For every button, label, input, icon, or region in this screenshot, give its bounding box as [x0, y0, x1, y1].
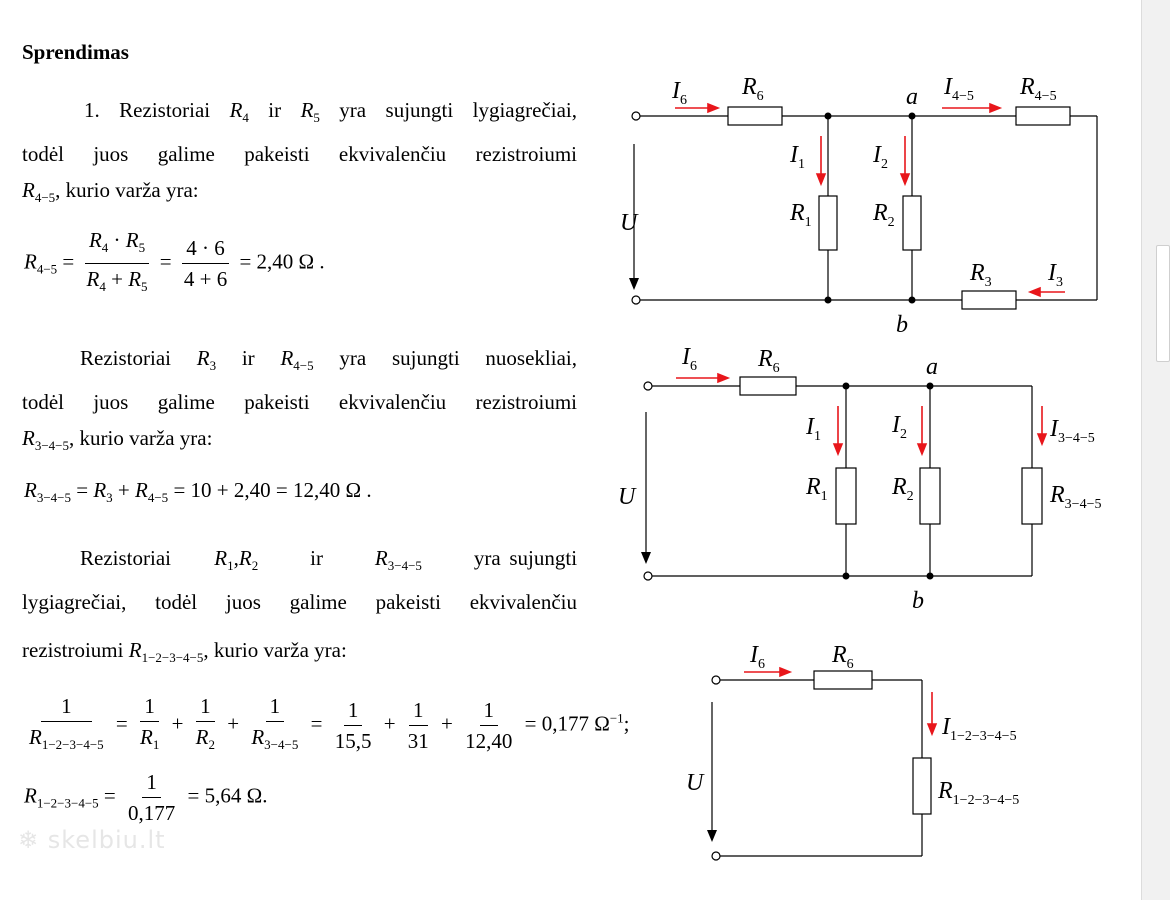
formula-result: = 2,40 Ω . — [239, 249, 325, 274]
node-b-label: b — [896, 312, 908, 338]
circuit-diagram-3 — [680, 630, 1080, 870]
fraction-denominator: 0,177 — [128, 801, 176, 825]
text: 1. Rezistoriai — [84, 98, 230, 122]
svg-text:I2: $I_2$ — [892, 412, 907, 442]
text: Rezistoriai — [80, 346, 197, 370]
voltage-label: U — [618, 484, 636, 510]
svg-text:R6: $R_6$ — [758, 346, 780, 376]
fraction-numerator: 4 · 6 — [182, 236, 229, 264]
node-a-label: a — [926, 354, 938, 380]
paragraph-step-1: 1. Rezistoriai $R_4$ ir $R_5$ yra sujungti lygiagrečiai, todėl juos galime pakeisti ekvivalenčiu rezistroiumi $R_{4-5}$, kurio varža yra: — [22, 98, 577, 205]
svg-text:I3−4−5: $I_{3-4-5}$ — [1050, 416, 1095, 446]
formula-result: = 10 + 2,40 = 12,40 Ω . — [173, 478, 372, 502]
paragraph-step-2: Rezistoriai $R_3$ ir $R_{4-5}$ yra sujungti nuosekliai, todėl juos galime pakeisti ekvivalenčiu rezistroiumi $R_{3-4-5}$, kurio varža yra: — [22, 346, 577, 453]
svg-text:I1: $I_1$ — [790, 142, 805, 172]
text: ir — [216, 346, 281, 370]
svg-text:I3: $I_3$ — [1048, 260, 1063, 290]
node-a-label: a — [906, 84, 918, 110]
circuit-diagram-2 — [612, 340, 1122, 620]
svg-text:R1: $R_1$ — [790, 200, 812, 230]
svg-text:R2: $R_2$ — [892, 474, 914, 504]
text: ir — [248, 98, 301, 122]
svg-text:R6: $R_6$ — [742, 74, 764, 104]
scrollbar-thumb[interactable] — [1156, 245, 1170, 362]
voltage-label: U — [620, 210, 638, 236]
watermark-text: skelbiu.lt — [47, 826, 166, 854]
svg-text:I1: $I_1$ — [806, 414, 821, 444]
fraction-denominator: 4 + 6 — [183, 267, 228, 291]
text: yra sujungti nuosekliai, — [313, 346, 577, 370]
svg-text:I6: $I_6$ — [672, 78, 687, 108]
text: ir — [310, 546, 323, 570]
svg-text:R6: $R_6$ — [832, 642, 854, 672]
formula-reciprocal: $\frac{1}{R_{1-2-3-4-5}}$ = $\frac{1}{R_1}$ + $\frac{1}{R_2}$ + $\frac{1}{R_{3-4-5}}$ = $\frac{1}{15,5}$ + $\frac{1}{31}$ + $\frac{1}{12,40}$ = 0,177 $\Omega^{-1}$; — [29, 694, 630, 753]
text: ; — [623, 711, 630, 736]
fraction-numerator: 1 — [409, 698, 428, 726]
exponent: −1 — [609, 710, 624, 726]
paragraph-step-3: Rezistoriai $R_1,R_2$ ir $R_{3-4-5}$ yra sujungti lygiagrečiai, todėl juos galime pakeisti ekvivalenčiu rezistroiumi $R_{1-2-3-4-5}$, kurio varža yra: — [22, 546, 578, 665]
text-line: todėl juos galime pakeisti ekvivalenčiu rezistroiumi — [22, 390, 577, 414]
watermark: ❄ skelbiu.lt — [18, 826, 166, 854]
heading: Sprendimas — [22, 40, 129, 64]
formula-r345: $R_{3-4-5} = R_3 + R_{4-5} = 10 + 2,40 = 12,40$ Ω . — [24, 478, 372, 505]
text: , kurio varža yra: — [69, 426, 213, 450]
svg-text:R4−5: $R_{4-5}$ — [1020, 74, 1057, 104]
fraction-numerator: 1 — [344, 698, 363, 726]
text: , kurio varža yra: — [55, 178, 199, 202]
voltage-label: U — [686, 770, 704, 796]
fraction-denominator: 15,5 — [334, 729, 372, 753]
text: rezistroiumi — [22, 638, 129, 662]
circuit-diagram-1 — [620, 70, 1120, 340]
svg-text:I4−5: $I_{4-5}$ — [944, 74, 974, 104]
svg-text:I1−2−3−4−5: $I_{1-2-3-4-5}$ — [942, 714, 1017, 744]
svg-text:R3: $R_3$ — [970, 260, 992, 290]
svg-text:I6: $I_6$ — [750, 642, 765, 672]
svg-text:R3−4−5: $R_{3-4-5}$ — [1050, 482, 1102, 512]
fraction-denominator: 12,40 — [465, 729, 513, 753]
formula-result: = 0,177 Ω — [524, 711, 610, 736]
formula-result: = 5,64 Ω. — [187, 783, 268, 808]
formula-r-total: $R_{1-2-3-4-5}$ = $\frac{1}{0,177}$ = 5,64 Ω. — [24, 770, 268, 825]
fraction-numerator: 1 — [142, 770, 161, 798]
text: , kurio varža yra: — [203, 638, 347, 662]
text: Rezistoriai — [80, 546, 171, 570]
formula-r45: $R_{4-5}$ = $\frac{R_4 \cdot R_5}{R_4 + R_5}$ = $\frac{4 \cdot 6}{4 + 6}$ = 2,40 Ω . — [24, 228, 325, 294]
text-line: todėl juos galime pakeisti ekvivalenčiu rezistroiumi — [22, 142, 577, 166]
text: yra sujungti lygiagrečiai, — [319, 98, 577, 122]
fraction-denominator: 31 — [407, 729, 429, 753]
fraction-numerator: 1 — [480, 698, 499, 726]
svg-text:I6: $I_6$ — [682, 344, 697, 374]
svg-text:R1−2−3−4−5: $R_{1-2-3-4-5}$ — [938, 778, 1020, 808]
svg-text:R1: $R_1$ — [806, 474, 828, 504]
vertical-scrollbar[interactable] — [1141, 0, 1170, 900]
svg-text:R2: $R_2$ — [873, 200, 895, 230]
text-line: lygiagrečiai, todėl juos galime pakeisti ekvivalenčiu — [22, 590, 577, 614]
svg-text:I2: $I_2$ — [873, 142, 888, 172]
node-b-label: b — [912, 588, 924, 614]
text: yra sujungti — [473, 546, 578, 570]
